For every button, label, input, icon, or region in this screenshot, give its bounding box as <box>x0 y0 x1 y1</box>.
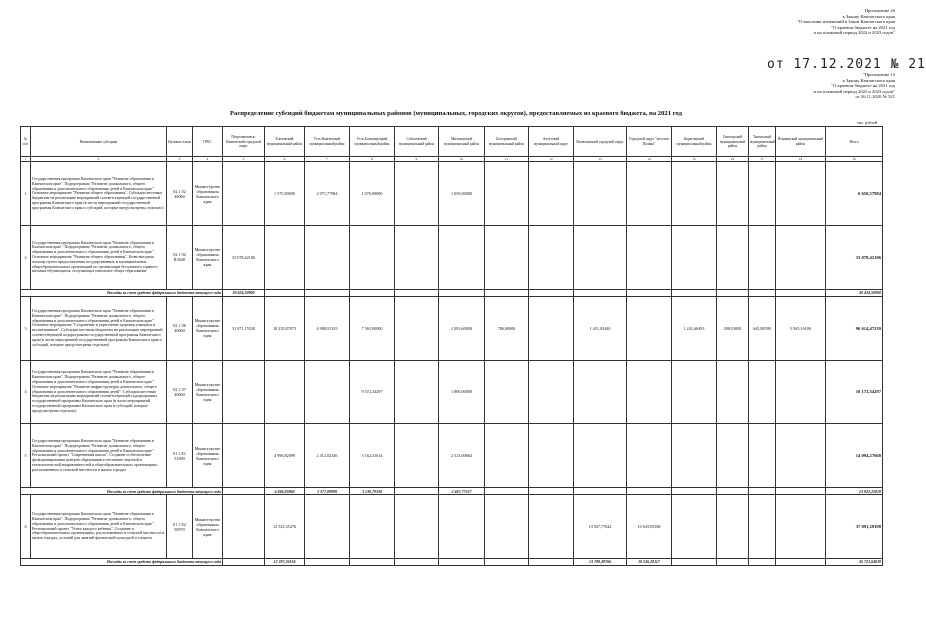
amount-cell <box>749 488 776 495</box>
amount-cell: 10 536,28117 <box>627 558 672 565</box>
amount-cell <box>485 558 529 565</box>
subtotal-row <box>21 488 883 495</box>
grbs-name: Министерство образования Камчатского края <box>193 360 223 424</box>
amount-cell <box>305 495 350 559</box>
amount-cell <box>485 289 529 296</box>
amount-cell: 12 523,35476 <box>265 495 305 559</box>
row-number: 2 <box>21 226 31 290</box>
header-line: "О краевом бюджете на 2021 год <box>831 83 895 89</box>
target-code: 02 1 02 R3040 <box>167 226 193 290</box>
amount-cell <box>749 424 776 488</box>
header-line: и на плановый период 2022 и 2023 годов" <box>813 30 895 36</box>
column-number: 14 <box>627 157 672 162</box>
row-total: 13 022,25818 <box>826 488 883 495</box>
appendix-header-current <box>675 8 895 36</box>
column-number: 4 <box>193 157 223 162</box>
amount-cell <box>305 558 350 565</box>
table-row <box>21 296 883 360</box>
amount-cell <box>749 360 776 424</box>
amount-cell <box>529 296 574 360</box>
header-line: "О внесении изменений в Закон Камчатского края <box>797 19 895 25</box>
amount-cell: 3 162,41614 <box>350 424 395 488</box>
column-header: Пенжинский муниципальный район <box>776 127 826 157</box>
header-line: "О краевом бюджете на 2021 год <box>831 24 895 30</box>
amount-cell <box>265 226 305 290</box>
amount-cell <box>485 424 529 488</box>
amount-cell <box>529 424 574 488</box>
subtotal-row <box>21 558 883 565</box>
amount-cell <box>395 226 439 290</box>
amount-cell <box>672 289 717 296</box>
amount-cell <box>627 424 672 488</box>
column-header: № п/п <box>21 127 31 157</box>
amount-cell <box>223 360 265 424</box>
column-number: 7 <box>305 157 350 162</box>
row-total: 96 614,47239 <box>826 296 883 360</box>
amount-cell <box>529 495 574 559</box>
row-total: 6 650,57984 <box>826 162 883 226</box>
grbs-name: Министерство образования Камчатского края <box>193 424 223 488</box>
header-line: от 26.11.2020 № 521 <box>855 94 895 100</box>
column-number: 11 <box>485 157 529 162</box>
subtotal-label: Расходы за счет средств федерального бюджета текущего года <box>21 488 223 495</box>
amount-cell: 1 241,66493 <box>672 296 717 360</box>
column-header: Итого <box>826 127 883 157</box>
amount-cell <box>672 226 717 290</box>
target-code: 02 1 02 40060 <box>167 162 193 226</box>
header-line: к Закону Камчатского края <box>842 13 895 19</box>
amount-cell <box>305 289 350 296</box>
amount-cell: 786,00000 <box>485 296 529 360</box>
amount-cell <box>529 488 574 495</box>
amount-cell <box>672 424 717 488</box>
amount-cell: 1 800,00000 <box>439 360 485 424</box>
amount-cell <box>265 289 305 296</box>
amount-cell <box>439 495 485 559</box>
row-total: 36 723,04039 <box>826 558 883 565</box>
amount-cell <box>305 226 350 290</box>
row-total: 30 424,50900 <box>826 289 883 296</box>
grbs-name: Министерство образования Камчатского края <box>193 162 223 226</box>
amount-cell <box>749 226 776 290</box>
amount-cell <box>672 495 717 559</box>
column-number: 3 <box>167 157 193 162</box>
amount-cell <box>223 162 265 226</box>
amount-cell <box>350 289 395 296</box>
amount-cell: 2 467,77557 <box>439 488 485 495</box>
amount-cell <box>395 360 439 424</box>
amount-cell <box>672 360 717 424</box>
amount-cell: 33 078,42106 <box>223 226 265 290</box>
amount-cell <box>776 424 826 488</box>
amount-cell: 9 372,34297 <box>350 360 395 424</box>
table-row <box>21 495 883 559</box>
amount-cell <box>574 162 627 226</box>
amount-cell: 18 235,87873 <box>265 296 305 360</box>
column-number: 6 <box>265 157 305 162</box>
amount-cell <box>776 488 826 495</box>
amount-cell <box>776 495 826 559</box>
amount-cell <box>395 495 439 559</box>
subsidy-name: Государственная программа Камчатского края "Развитие образования в Камчатском крае". Подпрограмма "Развитие дошкольного, общего образования и дополнительного образования детей в Камчатском крае". Региональный проект "Успех каждого ребенка". Создание в общеобразовательных организациях, расположенных в сельской местности и малых городах, условий для занятий физической культурой и спортом <box>31 495 167 559</box>
document-title: Распределение субсидий бюджетам муниципальных районов (муниципальных, городских округов), предоставляемых из краевого бюджета, на 2021 год <box>230 110 682 117</box>
amount-cell <box>439 226 485 290</box>
amount-cell <box>776 162 826 226</box>
amount-cell: 2 523,00664 <box>439 424 485 488</box>
header-line: "Приложение 13 <box>862 72 895 77</box>
amount-cell <box>749 495 776 559</box>
amount-cell: 31 871,15520 <box>223 296 265 360</box>
amount-cell: 7 563,00000 <box>350 296 395 360</box>
amount-cell <box>574 488 627 495</box>
column-number: 1 <box>21 157 31 162</box>
row-total: 14 094,27668 <box>826 424 883 488</box>
column-header: Быстринский муниципальный район <box>485 127 529 157</box>
amount-cell: 4 988,91355 <box>305 296 350 360</box>
column-number: 10 <box>439 157 485 162</box>
header-line: Приложение 26 <box>864 8 895 13</box>
column-header: Вилючинский городской округ <box>574 127 627 157</box>
amount-cell <box>776 558 826 565</box>
table-row <box>21 162 883 226</box>
table-row <box>21 360 883 424</box>
column-header: ГРБС <box>193 127 223 157</box>
column-header-row <box>21 127 883 157</box>
amount-cell: 2 412,02346 <box>305 424 350 488</box>
subtotal-label: Расходы за счет средств федерального бюджета текущего года <box>21 558 223 565</box>
amount-cell <box>717 289 749 296</box>
amount-cell <box>717 226 749 290</box>
amount-cell <box>574 226 627 290</box>
amount-cell <box>223 488 265 495</box>
subsidy-name: Государственная программа Камчатского края "Развитие образования в Камчатском крае". Подпрограмма "Развитие дошкольного, общего образования и дополнительного образования детей в Камчатском крае". Основное мероприятие "Развитие общего образования". Субсидии местным бюджетам на реализацию мероприятий соответствующей государственной программы Камчатского края (в части мероприятий государственной программы Камчатского края и субсидий, которые предусмотрены отдельно) <box>31 162 167 226</box>
subsidy-name: Государственная программа Камчатского края "Развитие образования в Камчатском крае". Подпрограмма "Развитие дошкольного, общего образования и дополнительного образования детей в Камчатском крае". Региональный проект "Современная школа". Создание и обеспечение функционирования центров образования естественно-научной и технологической направленностей в общеобразовательных организациях, расположенных в сельской местности и малых городах <box>31 424 167 488</box>
amount-cell: 298,53000 <box>717 296 749 360</box>
header-line: к Закону Камчатского края <box>842 77 895 83</box>
amount-cell <box>672 558 717 565</box>
appendix-header-original <box>675 72 895 100</box>
amount-cell <box>574 424 627 488</box>
amount-cell: 645,88590 <box>749 296 776 360</box>
amount-cell <box>350 495 395 559</box>
column-number: 15 <box>672 157 717 162</box>
amount-cell: 4 996,82099 <box>265 424 305 488</box>
column-header: Тигильский муниципальный район <box>749 127 776 157</box>
column-header: Целевая статья <box>167 127 193 157</box>
column-header: Петропавловск-Камчатский городской округ <box>223 127 265 157</box>
column-number: 19 <box>826 157 883 162</box>
amount-cell <box>265 360 305 424</box>
column-header: Мильковский муниципальный район <box>439 127 485 157</box>
amount-cell <box>223 495 265 559</box>
header-line: и на плановый период 2022 и 2023 годов" <box>813 88 895 94</box>
amount-cell: 5 945,16100 <box>776 296 826 360</box>
amount-cell <box>574 360 627 424</box>
amount-cell <box>395 296 439 360</box>
row-number: 1 <box>21 162 31 226</box>
amount-cell <box>627 162 672 226</box>
amount-cell <box>529 162 574 226</box>
amount-cell: 1 451,05440 <box>574 296 627 360</box>
amount-cell <box>627 289 672 296</box>
amount-cell <box>529 289 574 296</box>
amount-cell: 13 788,49766 <box>574 558 627 565</box>
amount-cell <box>672 162 717 226</box>
registration-stamp: от 17.12.2021 № 21 <box>767 57 926 72</box>
target-code: 01 1 E2 50970 <box>167 495 193 559</box>
amount-cell <box>627 226 672 290</box>
amount-cell: 1 575,80000 <box>265 162 305 226</box>
column-header: Усть-Большерецкий муниципальный район <box>350 127 395 157</box>
amount-cell <box>395 488 439 495</box>
row-total: 33 078,42106 <box>826 226 883 290</box>
amount-cell <box>223 558 265 565</box>
amount-cell: 4 846,82860 <box>265 488 305 495</box>
amount-cell <box>672 488 717 495</box>
amount-cell <box>485 162 529 226</box>
row-number: 5 <box>21 424 31 488</box>
amount-cell: 10 643,95368 <box>627 495 672 559</box>
column-header: Соболевский муниципальный район <box>395 127 439 157</box>
amount-cell: 1 050,00000 <box>439 162 485 226</box>
amount-cell <box>574 289 627 296</box>
amount-cell <box>439 289 485 296</box>
units-label: тыс. рублей <box>857 120 877 125</box>
column-number: 8 <box>350 157 395 162</box>
column-number: 5 <box>223 157 265 162</box>
amount-cell: 2 093,60000 <box>439 296 485 360</box>
amount-cell <box>395 162 439 226</box>
amount-cell: 2 377,89990 <box>305 488 350 495</box>
amount-cell <box>717 488 749 495</box>
amount-cell <box>627 296 672 360</box>
row-total: 37 091,29108 <box>826 495 883 559</box>
amount-cell <box>529 360 574 424</box>
column-number: 18 <box>776 157 826 162</box>
amount-cell <box>350 226 395 290</box>
amount-cell <box>717 162 749 226</box>
target-code: 02 1 06 40060 <box>167 296 193 360</box>
subsidy-name: Государственная программа Камчатского края "Развитие образования в Камчатском крае". Подпрограмма "Развитие дошкольного, общего образования и дополнительного образования детей в Камчатском крае". Основное мероприятие "Сохранение и укрепление здоровья учащихся и воспитанников". Субсидии местным бюджетам на реализацию мероприятий соответствующей подпрограммы государственной программы Камчатского края (в части мероприятий государственной программы Камчатского края и субсидий, которые предусмотрены отдельно) <box>31 296 167 360</box>
target-code: 01 1 E1 51690 <box>167 424 193 488</box>
amount-cell <box>485 488 529 495</box>
amount-cell <box>749 162 776 226</box>
row-total: 10 172,34297 <box>826 360 883 424</box>
row-number: 3 <box>21 296 31 360</box>
amount-cell <box>529 558 574 565</box>
column-header: Олюторский муниципальный район <box>717 127 749 157</box>
amount-cell <box>350 558 395 565</box>
grbs-name: Министерство образования Камчатского края <box>193 226 223 290</box>
row-number: 6 <box>21 495 31 559</box>
amount-cell <box>395 558 439 565</box>
column-number: 12 <box>529 157 574 162</box>
amount-cell <box>627 360 672 424</box>
column-number: 2 <box>31 157 167 162</box>
column-header: Елизовский муниципальный район <box>265 127 305 157</box>
amount-cell <box>717 558 749 565</box>
amount-cell <box>717 424 749 488</box>
amount-cell <box>717 495 749 559</box>
column-number: 9 <box>395 157 439 162</box>
amount-cell <box>529 226 574 290</box>
table-row <box>21 424 883 488</box>
target-code: 02 1 07 40060 <box>167 360 193 424</box>
amount-cell: 3 130,79330 <box>350 488 395 495</box>
subtotal-row <box>21 289 883 296</box>
column-number: 13 <box>574 157 627 162</box>
subtotal-label: Расходы за счет средств федерального бюджета текущего года <box>21 289 223 296</box>
column-number: 16 <box>717 157 749 162</box>
column-header: Алеутский муниципальный округ <box>529 127 574 157</box>
amount-cell <box>305 360 350 424</box>
amount-cell <box>749 289 776 296</box>
subsidy-name: Государственная программа Камчатского края "Развитие образования в Камчатском крае". Подпрограмма "Развитие дошкольного, общего образования и дополнительного образования детей в Камчатском крае". Основное мероприятие "Развитие общего образования". Безвозмездная помощь путем предоставления государственных и муниципальных общеобразовательных организаций по организации бесплатного горячего питания обучающихся, получающих начальное общее образование <box>31 226 167 290</box>
subsidy-table <box>20 126 883 566</box>
amount-cell <box>627 488 672 495</box>
subsidy-name: Государственная программа Камчатского края "Развитие образования в Камчатском крае". Подпрограмма "Развитие дошкольного, общего образования и дополнительного образования детей в Камчатском крае". Основное мероприятие "Развитие инфраструктуры дошкольного, общего образования и дополнительного образования детей". Субсидии местным бюджетам на реализацию мероприятий соответствующей подпрограммы государственной программы Камчатского края (в части мероприятий государственной программы Камчатского края и субсидий, которые предусмотрены отдельно) <box>31 360 167 424</box>
amount-cell <box>776 289 826 296</box>
amount-cell: 12 397,26156 <box>265 558 305 565</box>
column-header: Наименование субсидии <box>31 127 167 157</box>
grbs-name: Министерство образования Камчатского края <box>193 495 223 559</box>
amount-cell: 30 424,50900 <box>223 289 265 296</box>
amount-cell <box>717 360 749 424</box>
amount-cell <box>485 360 529 424</box>
table-row <box>21 226 883 290</box>
amount-cell: 13 927,77642 <box>574 495 627 559</box>
amount-cell <box>439 558 485 565</box>
amount-cell <box>395 289 439 296</box>
column-number: 17 <box>749 157 776 162</box>
amount-cell <box>776 226 826 290</box>
amount-cell <box>776 360 826 424</box>
column-header: Усть-Камчатский муниципальный район <box>305 127 350 157</box>
column-header: Городской округ "поселок Палана" <box>627 127 672 157</box>
amount-cell <box>749 558 776 565</box>
amount-cell: 2 971,77984 <box>305 162 350 226</box>
amount-cell <box>485 226 529 290</box>
amount-cell <box>485 495 529 559</box>
grbs-name: Министерство образования Камчатского края <box>193 296 223 360</box>
column-header: Карагинский муниципальный район <box>672 127 717 157</box>
row-number: 4 <box>21 360 31 424</box>
amount-cell <box>395 424 439 488</box>
amount-cell <box>223 424 265 488</box>
amount-cell: 1 070,00000 <box>350 162 395 226</box>
